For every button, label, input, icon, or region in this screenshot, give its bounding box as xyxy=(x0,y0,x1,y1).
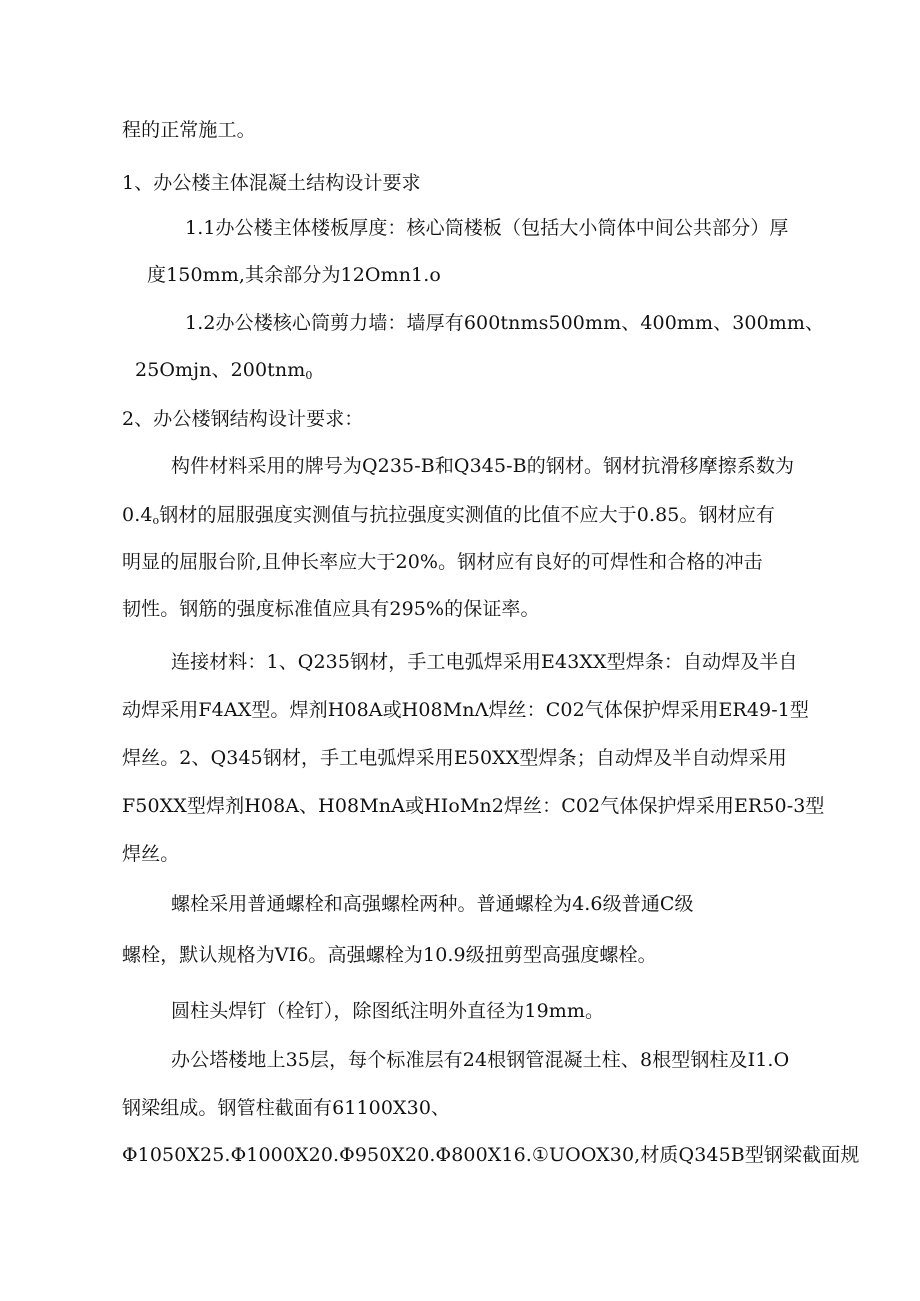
text-line: 程的正常施工。 xyxy=(122,119,256,141)
text-line xyxy=(135,357,312,383)
text-fragment: 0.4 xyxy=(122,504,153,526)
paragraph-first-line: 螺栓采用普通螺栓和高强螺栓两种。普通螺栓为4.6级普通C级 xyxy=(171,893,694,915)
text-fragment: 25Omjn、200tnm xyxy=(135,359,306,381)
text-line: 焊丝。2、Q345钢材，手工电弧焊采用E50XX型焊条；自动焊及半自动焊采用 xyxy=(122,747,787,769)
paragraph-first-line: 连接材料：1、Q235钢材，手工电弧焊采用E43XX型焊条：自动焊及半自 xyxy=(171,651,798,673)
text-line: 度150mm,其余部分为12Omn1.o xyxy=(147,264,441,286)
text-line: 螺栓，默认规格为VI6。高强螺栓为10.9级扭剪型高强度螺栓。 xyxy=(122,944,657,966)
paragraph-first-line: 构件材料采用的牌号为Q235-B和Q345-B的钢材。钢材抗滑移摩擦系数为 xyxy=(171,455,795,477)
section-heading-1: 1、办公楼主体混凝土结构设计要求 xyxy=(122,172,421,194)
text-line: 钢梁组成。钢管柱截面有61100X30、 xyxy=(122,1097,451,1119)
subscript-fragment: o xyxy=(152,514,160,527)
text-line: 明显的屈服台阶,且伸长率应大于20%。钢材应有良好的可焊性和合格的冲击 xyxy=(122,551,763,573)
text-line: F50XX型焊剂H08A、H08MnA或HIoMn2焊丝：C02气体保护焊采用ER50-3型 xyxy=(122,795,825,817)
text-fragment: 钢材的屈服强度实测值与抗拉强度实测值的比值不应大于0.85。钢材应有 xyxy=(159,504,775,526)
subsection-1-2: 1.2办公楼核心筒剪力墙：墙厚有600tnms500mm、400mm、300mm、 xyxy=(185,312,825,334)
subscript-fragment: 0 xyxy=(305,369,313,382)
text-line: 焊丝。 xyxy=(122,843,180,865)
text-line xyxy=(122,502,775,528)
section-heading-2: 2、办公楼钢结构设计要求： xyxy=(122,408,364,430)
text-line: 动焊采用F4AX型。焊剂H08A或H08MnΛ焊丝：C02气体保护焊采用ER49-1型 xyxy=(122,699,810,721)
subsection-1-1: 1.1办公楼主体楼板厚度：核心筒楼板（包括大小筒体中间公共部分）厚 xyxy=(185,217,789,239)
paragraph-first-line: 办公塔楼地上35层，每个标准层有24根钢管混凝土柱、8根型钢柱及I1.O xyxy=(171,1049,790,1071)
text-line: Φ1050X25.Φ1000X20.Φ950X20.Φ800X16.①UOOX30,材质Q345B型钢梁截面规 xyxy=(122,1144,860,1166)
text-line: 韧性。钢筋的强度标准值应具有295%的保证率。 xyxy=(122,598,540,620)
paragraph-first-line: 圆柱头焊钉（栓钉），除图纸注明外直径为19mm。 xyxy=(171,1000,605,1022)
